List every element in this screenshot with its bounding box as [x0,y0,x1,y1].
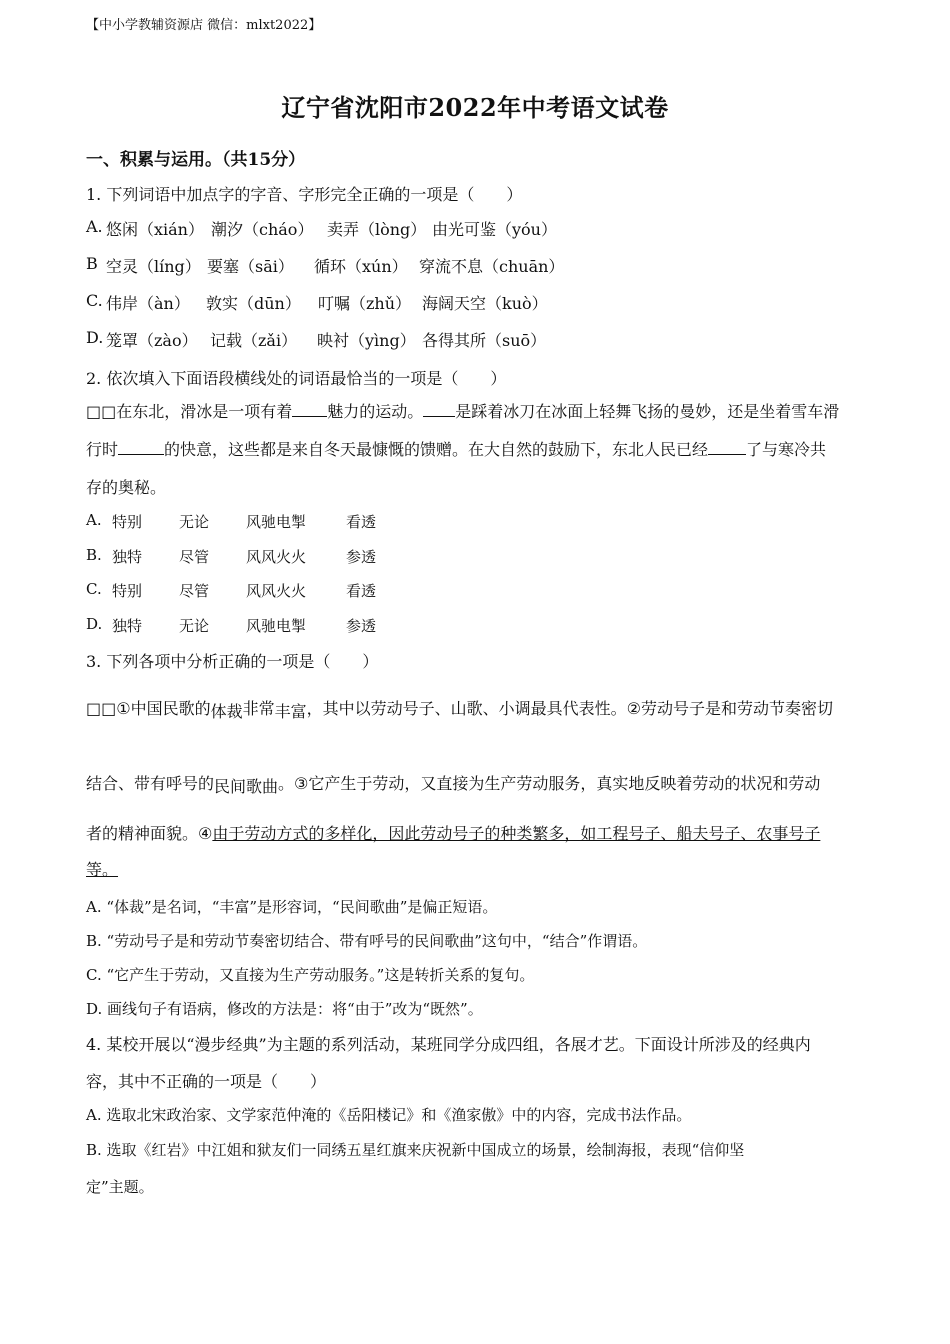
q3-choice-c: C. “它产生于劳动，又直接为生产劳动服务。”这是转折关系的复句。 [86,966,535,984]
passage-text: ，其中以劳动号子、山歌、小调最具代表性。②劳动号子是和劳动节奏密切 [306,699,833,718]
passage-text: □□①中国民歌的 [86,699,211,718]
passage-text: 者的精神面貌。④ [86,824,213,843]
option-item: 卖弄（lòng） [327,220,427,239]
fill-blank [292,402,327,417]
q4-choice-b-line-2: 定”主题。 [86,1178,154,1196]
q3-choice-d: D. 画线句子有语病，修改的方法是：将“由于”改为“既然”。 [86,1000,483,1018]
option-label: B. [86,546,102,564]
option-item: 要塞（sāi） [207,257,294,276]
option-item: 叮嘱（zhǔ） [318,294,412,313]
passage-text: 民间歌曲 [214,777,279,796]
option-label: A. [86,217,103,236]
q1-stem: 1. 下列词语中加点字的字音、字形完全正确的一项是（ ） [86,185,523,204]
passage-text: 结合、带有呼号的 [86,774,215,793]
option-item: 各得其所（suō） [422,331,547,350]
fill-blank [708,440,746,455]
q4-stem-line-1: 4. 某校开展以“漫步经典”为主题的系列活动，某班同学分成四组，各展才艺。下面设计所涉及的经典内 [86,1035,811,1054]
option-label: D. [86,615,103,633]
option-item: 独特 [112,548,143,566]
q3-passage-line-1 [86,696,833,719]
fill-blank [118,440,164,455]
passage-text: 行时 [86,440,119,459]
option-item: 无论 [179,513,210,531]
option-item: 风驰电掣 [246,513,307,531]
q4-stem-line-2: 容，其中不正确的一项是（ ） [86,1072,327,1091]
passage-text: 。③它产生于劳动，又直接为生产劳动服务，真实地反映着劳动的状况和劳动 [278,774,821,793]
option-item: 看透 [346,513,377,531]
option-label: B [86,254,98,273]
q2-passage-line-1 [86,399,839,422]
q2-stem: 2. 依次填入下面语段横线处的词语最恰当的一项是（ ） [86,369,507,388]
q3-choice-a: A. “体裁”是名词，“丰富”是形容词，“民间歌曲”是偏正短语。 [86,898,498,916]
option-item: 特别 [112,513,143,531]
option-label: A. [86,511,102,529]
q3-passage-line-4: 等。 [86,860,119,879]
passage-text: 丰富 [274,702,307,721]
passage-text: 了与寒冷共 [746,440,827,459]
passage-text: 体裁 [210,702,243,721]
option-label: C. [86,580,102,598]
option-label: D. [86,328,104,347]
option-item: 记载（zǎi） [210,331,298,350]
passage-text: 的快意，这些都是来自冬天最慷慨的馈赠。在大自然的鼓励下，东北人民已经 [164,440,709,459]
fill-blank [423,402,455,417]
option-item: 看透 [346,582,377,600]
q4-choice-b-line-1: B. 选取《红岩》中江姐和狱友们一同绣五星红旗来庆祝新中国成立的场景，绘制海报，表现“信仰坚 [86,1141,745,1159]
option-item: 穿流不息（chuān） [419,257,565,276]
q3-stem: 3. 下列各项中分析正确的一项是（ ） [86,652,379,671]
option-item: 无论 [179,617,210,635]
option-label: C. [86,291,103,310]
option-item: 敦实（dūn） [206,294,301,313]
option-item: 参透 [346,617,377,635]
underlined-sentence: 由于劳动方式的多样化，因此劳动号子的种类繁多，如工程号子、船夫号子、农事号子 [212,824,821,843]
option-item: 悠闲（xián） [106,220,204,239]
option-item: 参透 [346,548,377,566]
option-item: 风风火火 [246,582,307,600]
option-item: 尽管 [179,582,210,600]
option-item: 海阔天空（kuò） [422,294,548,313]
section-heading: 一、积累与运用。（共15分） [86,150,306,170]
option-item: 独特 [112,617,143,635]
q3-choice-b: B. “劳动号子是和劳动节奏密切结合、带有呼号的民间歌曲”这句中，“结合”作谓语。 [86,932,648,950]
option-item: 风风火火 [246,548,307,566]
option-item: 映衬（yìng） [317,331,416,350]
option-item: 尽管 [179,548,210,566]
q3-passage-line-2 [86,771,820,794]
passage-text: □□在东北，滑冰是一项有着 [86,402,293,421]
option-item: 笼罩（zào） [106,331,198,350]
option-item: 风驰电掣 [246,617,307,635]
option-item: 由光可鉴（yóu） [432,220,557,239]
option-item: 循环（xún） [314,257,408,276]
q2-passage-line-3: 存的奥秘。 [86,478,167,497]
source-header: 【中小学教辅资源店 微信：mlxt2022】 [86,18,322,33]
passage-text: 是踩着冰刀在冰面上轻舞飞扬的曼妙，还是坐着雪车滑 [455,402,840,421]
passage-text: 非常 [242,699,275,718]
page-title: 辽宁省沈阳市2022年中考语文试卷 [281,93,669,122]
option-item: 特别 [112,582,143,600]
passage-text: 魅力的运动。 [327,402,424,421]
option-item: 潮汐（cháo） [211,220,314,239]
option-item: 空灵（líng） [106,257,201,276]
q2-passage-line-2 [86,437,826,460]
q4-choice-a: A. 选取北宋政治家、文学家范仲淹的《岳阳楼记》和《渔家傲》中的内容，完成书法作品。 [86,1106,692,1124]
option-item: 伟岸（àn） [106,294,190,313]
q3-passage-line-3 [86,821,820,844]
